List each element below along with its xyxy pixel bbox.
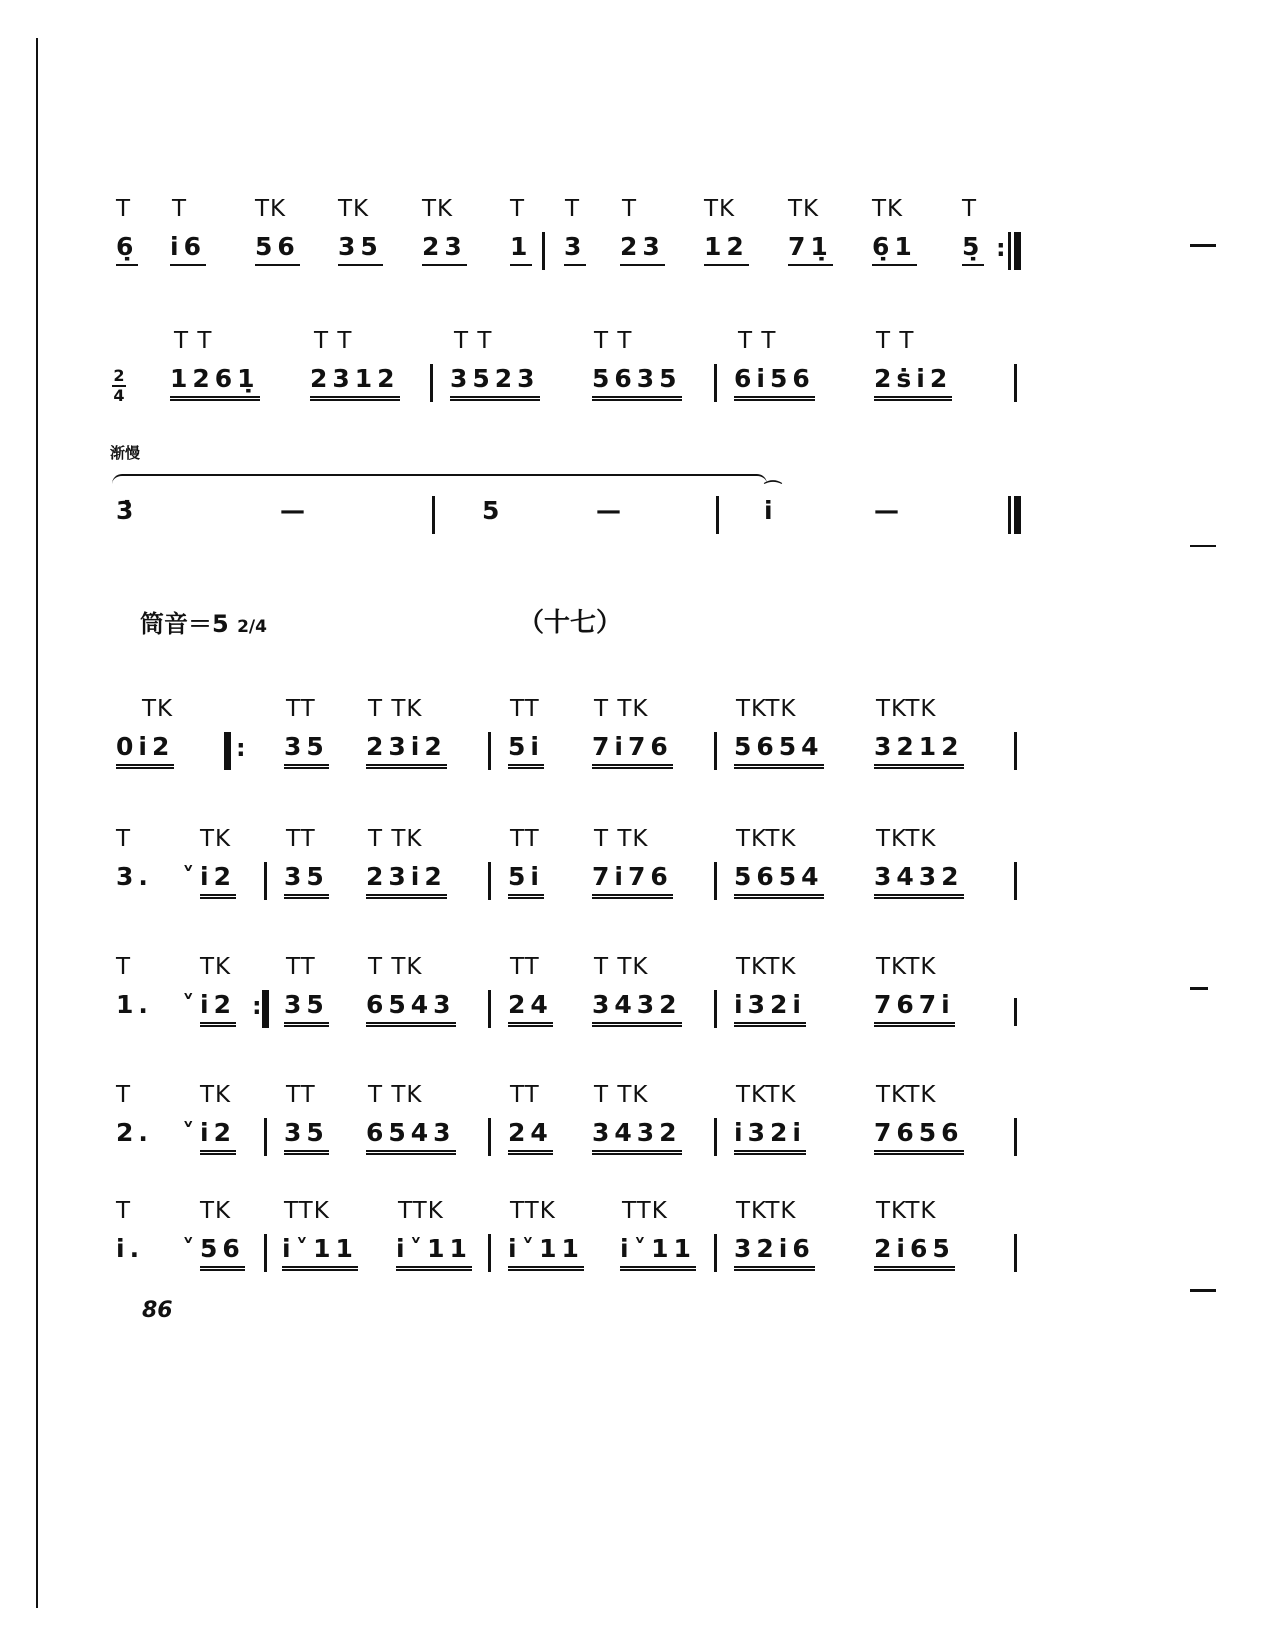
tonguing-mark: T (565, 196, 581, 222)
note-group: i32i (734, 1118, 806, 1155)
tonguing-mark: TT (510, 696, 540, 722)
note-group: 3 (564, 232, 586, 266)
tempo-extension-line (112, 474, 767, 488)
note-group: 3212 (874, 732, 964, 769)
key-signature: 筒音＝5 2/4 (140, 610, 267, 638)
note-group: 2i65 (874, 1234, 955, 1271)
tonguing-mark: TKTK (876, 826, 937, 852)
tonguing-mark: TT (510, 826, 540, 852)
tonguing-mark: TK (200, 826, 232, 852)
tonguing-mark: TK (704, 196, 736, 222)
tonguing-mark: T (172, 196, 188, 222)
note-group: i2 (200, 1118, 236, 1155)
note-group: i2 (200, 862, 236, 899)
tonguing-mark: T (116, 954, 132, 980)
tonguing-mark: TT (286, 826, 316, 852)
tonguing-mark: TK (338, 196, 370, 222)
tonguing-mark: TT (510, 1082, 540, 1108)
note-group: 5635 (592, 364, 682, 401)
tonguing-mark: T TK (594, 696, 649, 722)
repeat-end-bar (262, 990, 269, 1028)
note-group: 24 (508, 1118, 553, 1155)
note-group: 3432 (592, 1118, 682, 1155)
note-group: 6i56 (734, 364, 815, 401)
bar-line (488, 732, 491, 770)
note-group: 35 (284, 862, 329, 899)
dash: — (874, 496, 904, 525)
repeat-dots: : (996, 234, 1006, 262)
repeat-dots: : (252, 992, 262, 1020)
page-margin-line (36, 38, 38, 1608)
tonguing-mark: T (962, 196, 978, 222)
bar-line (264, 1234, 267, 1272)
note-group: 35 (284, 990, 329, 1027)
tonguing-mark: TK (872, 196, 904, 222)
tonguing-mark: TK (200, 1198, 232, 1224)
tonguing-mark: TK (255, 196, 287, 222)
tonguing-mark: TKTK (736, 826, 797, 852)
tonguing-mark: TKTK (736, 696, 797, 722)
edge-mark (1190, 244, 1216, 247)
tonguing-mark: TKTK (736, 954, 797, 980)
note-group: 6543 (366, 1118, 456, 1155)
bar-line (714, 732, 717, 770)
note-group: 2312 (310, 364, 400, 401)
note-group: 23 (620, 232, 665, 266)
note-group: 1261̣ (170, 364, 260, 401)
note-group: 3̇ (116, 496, 139, 525)
note-group: i˅11 (620, 1234, 696, 1271)
breath-mark: ˅ (182, 990, 200, 1019)
note-group: 1. (116, 990, 153, 1019)
tonguing-mark: TKTK (876, 696, 937, 722)
note-group: 35 (284, 732, 329, 769)
tonguing-mark: T TK (368, 954, 423, 980)
bar-line (1008, 496, 1011, 534)
bar-line (1014, 1118, 1017, 1156)
tonguing-mark: T (116, 826, 132, 852)
bar-line (716, 496, 719, 534)
note-group: 5 (482, 496, 505, 525)
tonguing-mark: T T (594, 328, 633, 354)
edge-mark (1190, 545, 1216, 547)
note-group: 5i (508, 862, 544, 899)
note-group: 6543 (366, 990, 456, 1027)
score-line-3 (110, 480, 1070, 538)
tonguing-mark: T (116, 196, 132, 222)
note-group: 23i2 (366, 862, 447, 899)
tonguing-mark: T TK (594, 1082, 649, 1108)
note-group: 6̣ (116, 232, 138, 266)
bar-line (1014, 1234, 1017, 1272)
note-group: 23i2 (366, 732, 447, 769)
edge-mark (1190, 987, 1208, 990)
note-group: i2 (200, 990, 236, 1027)
final-bar-line (1014, 232, 1021, 270)
note-group: 35 (284, 1118, 329, 1155)
score-line-6 (110, 954, 1070, 1032)
bar-line (430, 364, 433, 402)
note-group: 32i6 (734, 1234, 815, 1271)
note-group: 7656 (874, 1118, 964, 1155)
tonguing-mark: TT (286, 954, 316, 980)
tonguing-mark: T TK (368, 696, 423, 722)
note-group: i˅11 (396, 1234, 472, 1271)
tonguing-mark: T TK (368, 826, 423, 852)
tonguing-mark: TKTK (876, 1198, 937, 1224)
note-group: 24 (508, 990, 553, 1027)
note-group: 5̣ (962, 232, 984, 266)
tonguing-mark: T TK (368, 1082, 423, 1108)
bar-line (714, 1118, 717, 1156)
note-group: 5i (508, 732, 544, 769)
dash: — (596, 496, 626, 525)
tonguing-mark: TKTK (876, 1082, 937, 1108)
score-line-1 (110, 196, 1070, 274)
tonguing-mark: T T (738, 328, 777, 354)
repeat-dots: : (236, 734, 246, 762)
bar-line (1014, 998, 1017, 1026)
tonguing-mark: TK (200, 954, 232, 980)
tonguing-mark: T (116, 1198, 132, 1224)
bar-line (1014, 364, 1017, 402)
bar-line (264, 862, 267, 900)
tonguing-mark: T T (454, 328, 493, 354)
tonguing-mark: TKTK (736, 1198, 797, 1224)
note-group: 0i2 (116, 732, 174, 769)
note-group: 767i (874, 990, 955, 1027)
bar-line (488, 990, 491, 1028)
dash: — (280, 496, 310, 525)
tonguing-mark: T TK (594, 826, 649, 852)
tonguing-mark: T (622, 196, 638, 222)
note-group: 3432 (592, 990, 682, 1027)
note-group: 35 (338, 232, 383, 266)
tonguing-mark: TTK (398, 1198, 444, 1224)
bar-line (714, 862, 717, 900)
tonguing-mark: T (116, 1082, 132, 1108)
tonguing-mark: TKTK (876, 954, 937, 980)
note-group: 1 (510, 232, 532, 266)
bar-line (1014, 862, 1017, 900)
note-group: 2ṡi2 (874, 364, 952, 401)
bar-line (714, 364, 717, 402)
breath-mark: ˅ (182, 862, 200, 891)
tempo-marking: 渐慢 (110, 444, 141, 462)
bar-line (488, 862, 491, 900)
breath-mark: ˅ (182, 1234, 200, 1263)
tonguing-mark: T T (174, 328, 213, 354)
note-group: 6̣1 (872, 232, 917, 266)
note-group: 2. (116, 1118, 153, 1147)
score-line-8 (110, 1198, 1070, 1276)
note-group: 7i76 (592, 862, 673, 899)
note-group: i. (116, 1234, 145, 1263)
tonguing-mark: TK (788, 196, 820, 222)
score-line-4 (110, 696, 1070, 774)
tonguing-mark: T T (314, 328, 353, 354)
tonguing-mark: TKTK (736, 1082, 797, 1108)
bar-line (542, 232, 545, 270)
note-group: 7i76 (592, 732, 673, 769)
tonguing-mark: TTK (284, 1198, 330, 1224)
tonguing-mark: TTK (622, 1198, 668, 1224)
note-group: 5654 (734, 732, 824, 769)
breath-mark: ˅ (182, 1118, 200, 1147)
note-group: 3523 (450, 364, 540, 401)
bar-line (1008, 232, 1011, 270)
tonguing-mark: TK (422, 196, 454, 222)
note-group: 12 (704, 232, 749, 266)
tonguing-mark: TK (200, 1082, 232, 1108)
note-group: 3. (116, 862, 153, 891)
fermata-icon: ⌒ (764, 480, 787, 501)
bar-line (488, 1118, 491, 1156)
tonguing-mark: T (510, 196, 526, 222)
bar-line (432, 496, 435, 534)
note-group: 3432 (874, 862, 964, 899)
page-number: 86 (142, 1298, 173, 1323)
note-group: i˅11 (282, 1234, 358, 1271)
tonguing-mark: TT (286, 696, 316, 722)
note-group: 5654 (734, 862, 824, 899)
bar-line (488, 1234, 491, 1272)
tonguing-mark: T TK (594, 954, 649, 980)
note-group: i32i (734, 990, 806, 1027)
section-title: （十七） (518, 608, 623, 638)
time-signature: 2 4 (113, 366, 125, 405)
bar-line (1014, 732, 1017, 770)
tonguing-mark: TTK (510, 1198, 556, 1224)
note-group: i˅11 (508, 1234, 584, 1271)
note-group: ⌒ i (764, 496, 778, 525)
repeat-start-bar (224, 732, 231, 770)
tonguing-mark: T T (876, 328, 915, 354)
edge-mark (1190, 1289, 1216, 1292)
bar-line (714, 1234, 717, 1272)
note-group: 23 (422, 232, 467, 266)
score-line-2 (110, 328, 1070, 406)
tonguing-mark: TT (286, 1082, 316, 1108)
tonguing-mark: TK (142, 696, 174, 722)
bar-line (714, 990, 717, 1028)
bar-line (264, 1118, 267, 1156)
note-group: 56 (200, 1234, 245, 1271)
final-bar-line (1014, 496, 1021, 534)
note-group: 71̣ (788, 232, 833, 266)
note-group: i6 (170, 232, 206, 266)
score-line-7 (110, 1082, 1070, 1160)
score-line-5 (110, 826, 1070, 904)
note-group: 56 (255, 232, 300, 266)
tonguing-mark: TT (510, 954, 540, 980)
